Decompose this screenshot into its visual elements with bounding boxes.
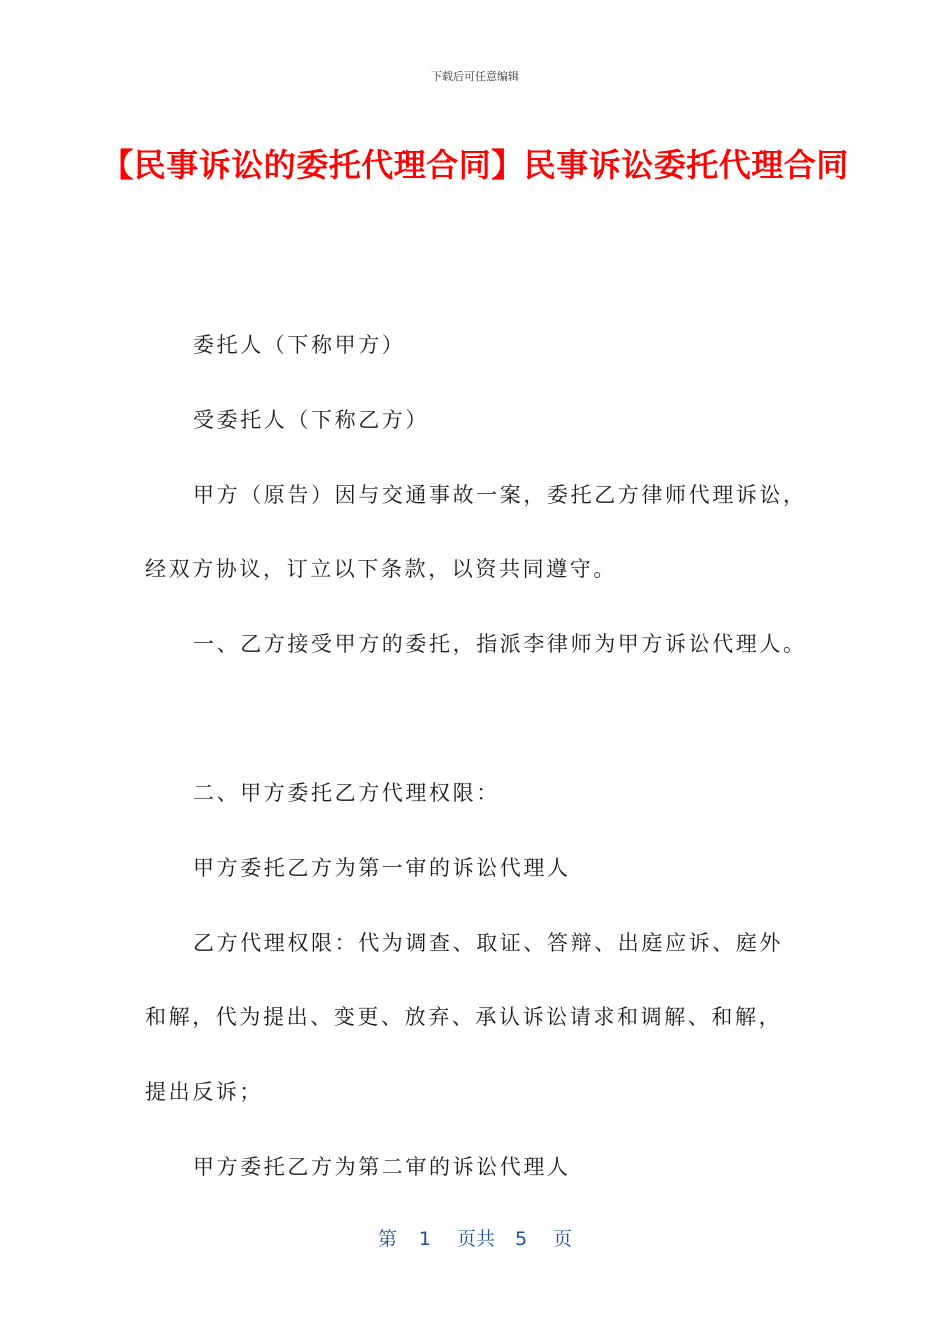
paragraph-first-instance: 甲方委托乙方为第一审的诉讼代理人 <box>193 856 571 880</box>
paragraph-second-instance: 甲方委托乙方为第二审的诉讼代理人 <box>193 1155 571 1179</box>
page-number-footer <box>0 1224 950 1251</box>
paragraph-case-intro-cont: 经双方协议，订立以下条款，以资共同遵守。 <box>145 557 617 581</box>
document-title: 【民事诉讼的委托代理合同】民事诉讼委托代理合同 <box>101 146 849 184</box>
footer-current-page: 1 <box>418 1228 431 1250</box>
footer-prefix: 第 <box>377 1228 397 1250</box>
paragraph-clause-two: 二、甲方委托乙方代理权限： <box>193 781 500 805</box>
paragraph-authority-end: 提出反诉； <box>145 1080 263 1104</box>
paragraph-case-intro: 甲方（原告）因与交通事故一案，委托乙方律师代理诉讼， <box>193 483 807 507</box>
header-note: 下载后可任意编辑 <box>431 70 519 83</box>
paragraph-agent: 受委托人（下称乙方） <box>193 408 429 432</box>
paragraph-clause-one: 一、乙方接受甲方的委托，指派李律师为甲方诉讼代理人。 <box>193 632 807 656</box>
footer-suffix: 页 <box>553 1228 573 1250</box>
paragraph-authority-cont: 和解，代为提出、变更、放弃、承认诉讼请求和调解、和解， <box>145 1005 783 1029</box>
footer-total-pages: 5 <box>515 1228 528 1250</box>
footer-middle: 页共 <box>456 1228 495 1250</box>
paragraph-authority: 乙方代理权限：代为调查、取证、答辩、出庭应诉、庭外 <box>193 931 783 955</box>
paragraph-principal: 委托人（下称甲方） <box>193 333 406 357</box>
